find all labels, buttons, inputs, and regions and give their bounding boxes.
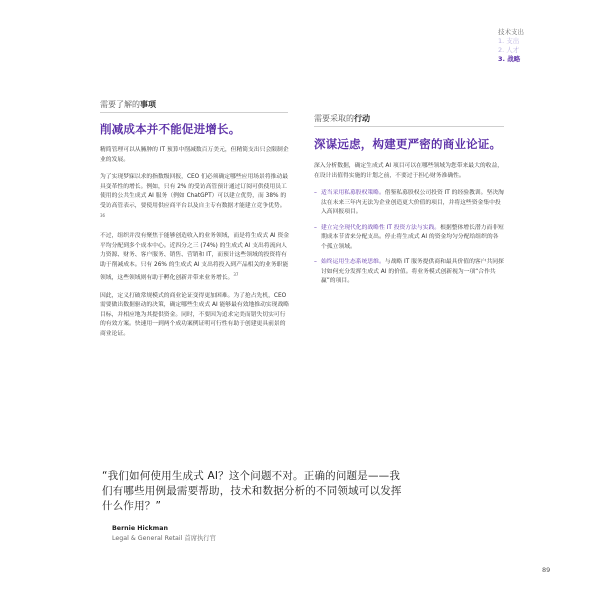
quote-attribution (112, 524, 216, 544)
right-divider (314, 126, 504, 127)
right-small-heading-prefix: 需要采取的 (314, 114, 354, 123)
bullet-item (314, 189, 504, 218)
bullet-text: 根据整体增长潜力而非短期成本节省来分配支出。停止将生成式 AI 的资金均匀分配给组织的各个孤立领域。 (321, 224, 504, 250)
quote-author-role: Legal & General Retail 首席执行官 (112, 535, 216, 542)
left-small-heading-prefix: 需要了解的 (100, 100, 140, 109)
pull-quote: “我们如何使用生成式 AI？这个问题不对。正确的问题是——我们有哪些用例最需要帮助，技术和数据分析的不同领域可以发挥什么作用？” (102, 470, 402, 512)
bullet-lead: 适当采用私募股权策略。 (321, 190, 385, 196)
left-paragraph-4: 因此，定义打破常规模式的商业论证变得更加困难。为了抢占先机，CEO 需要做出数据驱动的决策，确定哪些生成式 AI 能够最有效地推动实现战略目标，并相应地为其提供资金。同时，不要因为追求完美而错失切实可行的有效方案。快速用一到两个成功案例证明可行性有助于创建更具前景的商业论证。 (100, 292, 290, 337)
left-paragraph-1: 精简管理可以从臃肿的 IT 预算中削减数百万美元，但精简支出只会限制企业的发展。 (100, 147, 289, 163)
page-number: 89 (542, 566, 551, 574)
left-paragraph-3-text: 不过，组织并没有聚焦于能够创造收入的业务领域，而是将生成式 AI 资金平均分配到多个成本中心。近四分之三 (74%) 的生成式 AI 支出将流向人力资源、财务、客户服务、销售、营销和 IT，而预计这些领域的投资将有助于削减成本。只有 26% 的生成式 AI 支出将投入到产品相关的业务职能领域，这些领域则有助于孵化创新并带来业务增长。 (100, 233, 290, 282)
left-small-heading-bold: 事项 (140, 100, 156, 109)
bullet-lead: 建立完全现代化的战略性 IT 投资方法与实践。 (321, 224, 441, 231)
bullet-item (314, 224, 504, 253)
left-paragraph-2-text: 为了实现梦寐以求的指数级回报，CEO 们必须确定哪些应用场景将推动最具变革性的增长。例如，只有 2% 的受访高管预计通过订阅可供使用员工使用的公共生成式 AI 服务（例如 ChatGPT）可以建立优势，而 38% 的受访高管表示，要使用供应商平台以及自主专有数据才能建立竞争优势。 (100, 174, 289, 209)
section-nav (498, 28, 588, 64)
bullet-lead: 始终运用生态系统思维。 (321, 259, 385, 265)
right-small-heading (314, 113, 370, 124)
footnote-ref: 36 (100, 213, 106, 218)
right-intro: 深入分析数据，确定生成式 AI 项目可以在哪些领域为您带来最大的收益，在设计出值得实施的计划之前，不要过于担心财务准确性。 (314, 163, 504, 179)
dash-icon: – (314, 190, 317, 196)
section-nav-title: 技术支出 (498, 28, 524, 36)
left-body (100, 146, 290, 347)
right-body (314, 162, 504, 293)
section-nav-item-spending[interactable]: 1. 支出 (498, 37, 520, 45)
section-nav-item-strategy[interactable]: 3. 战略 (498, 55, 521, 63)
bullet-text: 借鉴私募股权公司投资 IT 的经验教训。坚决淘汰在未来三年内无法为企业创造更大价值的项目，并将这些资金集中投入高回报项目。 (321, 190, 504, 215)
dash-icon: – (314, 224, 317, 231)
left-paragraph-2 (100, 173, 290, 224)
left-small-heading (100, 99, 156, 110)
left-paragraph-3 (100, 232, 290, 283)
left-heading: 削减成本并不能促进增长。 (100, 122, 241, 136)
section-nav-item-talent[interactable]: 2. 人才 (498, 46, 520, 54)
quote-author-name: Bernie Hickman (112, 525, 168, 532)
bullet-text: 与战略 IT 服务提供商和最具价值的客户共同探讨如何充分发挥生成式 AI 的价值。将业务模式创新视为一项“合作共赢”的项目。 (321, 259, 504, 284)
right-small-heading-bold: 行动 (354, 114, 370, 123)
bullet-item (314, 258, 504, 287)
dash-icon: – (314, 259, 317, 265)
footnote-ref: 37 (233, 272, 239, 278)
left-divider (100, 112, 288, 113)
right-heading: 深谋远虑，构建更严密的商业论证。 (314, 137, 502, 151)
